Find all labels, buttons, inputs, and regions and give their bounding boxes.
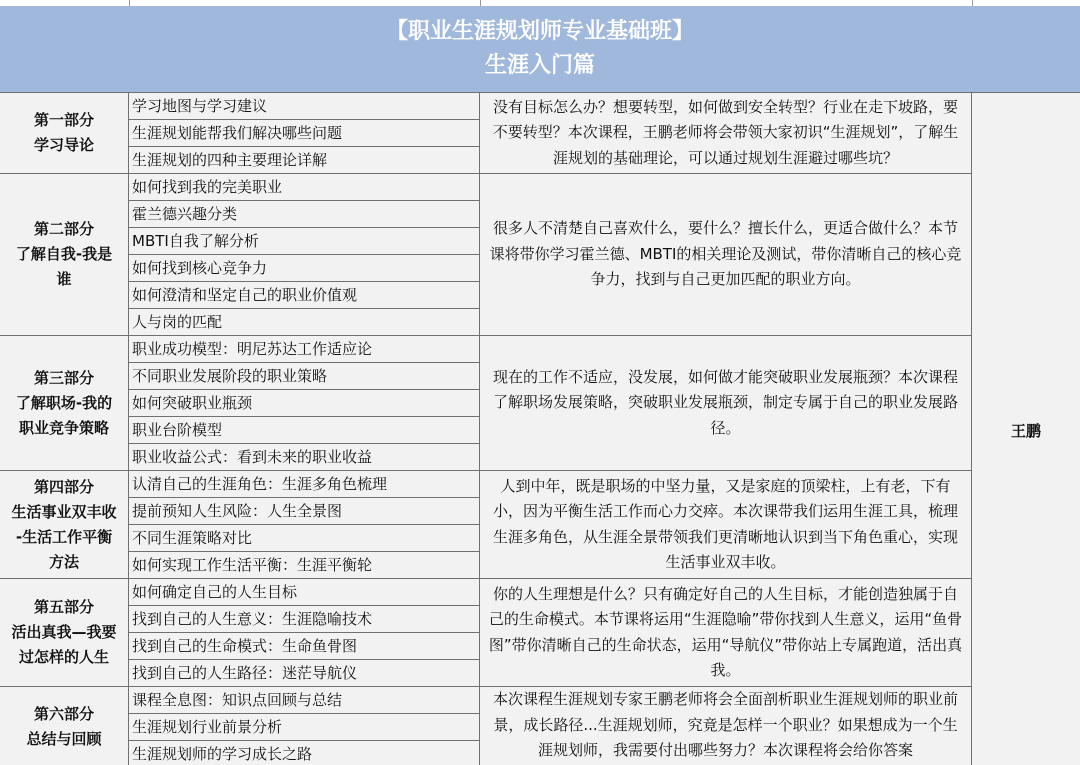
section-part-cell (0, 336, 129, 471)
section-part-label: 活出真我—我要 (11, 623, 117, 641)
topic-cell: 职业台阶模型 (129, 417, 480, 444)
section-description (480, 471, 972, 579)
section-description (480, 93, 972, 174)
topic-cell: 生涯规划的四种主要理论详解 (129, 147, 480, 174)
topic-cell: 如何突破职业瓶颈 (129, 390, 480, 417)
topic-cell: 如何找到核心竞争力 (129, 255, 480, 282)
section-part-cell (0, 471, 129, 579)
section-description (480, 336, 972, 471)
section-description (480, 687, 972, 765)
section-part-label: 总结与回顾 (26, 730, 102, 748)
section-part-label: 学习导论 (33, 136, 94, 154)
section-part-label: 了解职场-我的 (15, 393, 113, 412)
section-part-label: 过怎样的人生 (18, 648, 109, 666)
topic-cell: 认清自己的生涯角色：生涯多角色梳理 (129, 471, 480, 498)
section-part-label: 第四部分 (33, 477, 94, 496)
teacher-cell (972, 93, 1080, 765)
section-part-label: 第六部分 (33, 705, 94, 723)
section-part-cell (0, 174, 129, 336)
topic-cell: 不同生涯策略对比 (129, 525, 480, 552)
teacher-name: 王鹏 (1010, 421, 1041, 440)
topic-cell: 职业成功模型：明尼苏达工作适应论 (129, 336, 480, 363)
section-part-label: 第二部分 (33, 220, 94, 238)
section-part-label: 方法 (48, 552, 79, 571)
topic-cell: 生涯规划师的学习成长之路 (129, 741, 480, 765)
topic-cell: 如何确定自己的人生目标 (129, 579, 480, 606)
section-part-label: 生活事业双丰收 (11, 502, 117, 521)
topic-cell: 人与岗的匹配 (129, 309, 480, 336)
section-part-label: 第五部分 (33, 598, 94, 616)
section-part-label: 职业竞争策略 (18, 418, 109, 437)
section-part-label: -生活工作平衡 (15, 527, 113, 546)
topic-cell: 如何找到我的完美职业 (129, 174, 480, 201)
section-description-text: 现在的工作不适应，没发展，如何做才能突破职业发展瓶颈？本次课程了解职场发展策略，突破职业发展瓶颈，制定专属于自己的职业发展路径。 (492, 367, 958, 437)
topic-cell: 如何实现工作生活平衡：生涯平衡轮 (129, 552, 480, 579)
topic-cell: 生涯规划行业前景分析 (129, 714, 480, 741)
topic-cell: MBTI自我了解分析 (129, 228, 480, 255)
section-description-text: 本次课程生涯规划专家王鹏老师将会全面剖析职业生涯规划师的职业前景，成长路径...生涯规划师，究竟是怎样一个职业？如果想成为一个生涯规划师，我需要付出哪些努力？本次课程将会给你答案 (492, 690, 958, 759)
topic-cell: 学习地图与学习建议 (129, 93, 480, 120)
topic-cell: 不同职业发展阶段的职业策略 (129, 363, 480, 390)
section-description-text: 没有目标怎么办？想要转型，如何做到安全转型？行业在走下坡路，要不要转型？本次课程，王鹏老师将会带领大家初识“生涯规划”，了解生涯规划的基础理论，可以通过规划生涯避过哪些坑？ (492, 97, 959, 167)
section-part-label: 谁 (56, 270, 72, 288)
topic-cell: 生涯规划能帮我们解决哪些问题 (129, 120, 480, 147)
section-description-text: 很多人不清楚自己喜欢什么，要什么？擅长什么，更适合做什么？本节课将带你学习霍兰德、MBTI的相关理论及测试，带你清晰自己的核心竞争力，找到与自己更加匹配的职业方向。 (489, 219, 962, 289)
topic-cell: 找到自己的人生路径：迷茫导航仪 (129, 660, 480, 687)
section-description-text: 你的人生理想是什么？只有确定好自己的人生目标，才能创造独属于自己的生命模式。本节课将运用“生涯隐喻”带你找到人生意义，运用“鱼骨图”带你清晰自己的生命状态，运用“导航仪”带你站上专属跑道，活出真我。 (488, 584, 963, 679)
section-description (480, 579, 972, 687)
section-part-label: 第三部分 (33, 368, 94, 387)
section-description (480, 174, 972, 336)
section-part-label: 了解自我-我是 (15, 245, 113, 263)
topic-cell: 职业收益公式：看到未来的职业收益 (129, 444, 480, 471)
course-subtitle: 生涯入门篇 (484, 53, 595, 78)
topic-cell: 找到自己的人生意义：生涯隐喻技术 (129, 606, 480, 633)
topic-cell: 提前预知人生风险：人生全景图 (129, 498, 480, 525)
topic-cell: 霍兰德兴趣分类 (129, 201, 480, 228)
section-description-text: 人到中年，既是职场的中坚力量，又是家庭的顶梁柱，上有老，下有小，因为平衡生活工作而心力交瘁。本次课带我们运用生涯工具，梳理生涯多角色，从生涯全景带领我们更清晰地认识到当下角色重心，实现生活事业双丰收。 (492, 476, 958, 571)
table-header (0, 6, 1080, 93)
topic-cell: 找到自己的生命模式：生命鱼骨图 (129, 633, 480, 660)
topic-cell: 如何澄清和坚定自己的职业价值观 (129, 282, 480, 309)
section-part-cell (0, 579, 129, 687)
topic-cell: 课程全息图：知识点回顾与总结 (129, 687, 480, 714)
section-part-cell (0, 687, 129, 765)
section-part-label: 第一部分 (33, 111, 94, 129)
course-title: 【职业生涯规划师专业基础班】 (385, 19, 694, 44)
section-part-cell (0, 93, 129, 174)
